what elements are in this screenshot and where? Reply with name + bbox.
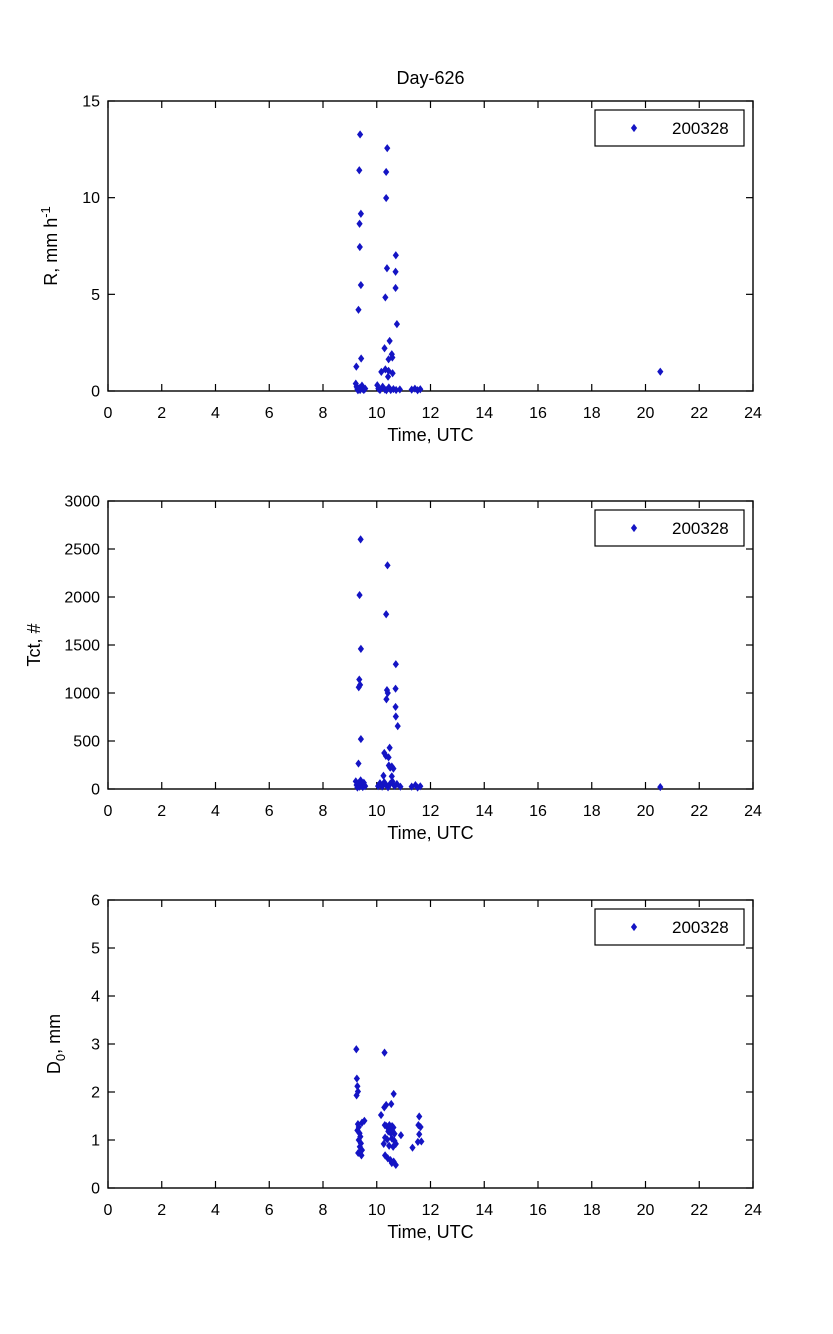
y-tick-label: 1000: [64, 685, 100, 703]
x-tick-label: 10: [367, 1202, 386, 1219]
legend-label: 200328: [672, 918, 729, 937]
x-tick-label: 4: [211, 1202, 220, 1219]
y-axis-label: [24, 623, 44, 666]
x-tick-label: 0: [103, 405, 113, 422]
x-tick-label: 10: [367, 405, 386, 422]
y-tick-label: 1500: [64, 637, 100, 655]
x-tick-label: 8: [318, 1202, 328, 1219]
chart-title: Day-626: [396, 68, 465, 88]
x-tick-label: 24: [744, 405, 762, 422]
x-tick-label: 24: [744, 803, 762, 820]
y-tick-label: 0: [91, 383, 100, 401]
x-axis-label: Time, UTC: [387, 823, 474, 843]
x-tick-label: 20: [636, 803, 655, 820]
y-tick-label: 6: [91, 892, 100, 910]
y-tick-label: 3000: [64, 493, 100, 511]
x-tick-label: 20: [636, 405, 655, 422]
x-tick-label: 4: [211, 405, 220, 422]
x-tick-label: 0: [103, 803, 113, 820]
legend: [595, 909, 744, 945]
x-tick-label: 18: [582, 1202, 601, 1219]
x-tick-label: 6: [264, 405, 274, 422]
x-tick-label: 12: [421, 405, 440, 422]
y-tick-label: 0: [91, 781, 100, 799]
x-tick-label: 22: [690, 1202, 709, 1219]
x-tick-label: 0: [103, 1202, 113, 1219]
x-tick-label: 6: [264, 803, 274, 820]
x-tick-label: 16: [529, 1202, 547, 1219]
x-tick-label: 16: [529, 803, 547, 820]
y-axis-label-segment: -1: [38, 206, 53, 218]
x-tick-label: 6: [264, 1202, 274, 1219]
legend: [595, 110, 744, 146]
x-tick-label: 14: [475, 405, 494, 422]
x-axis-label: Time, UTC: [387, 425, 474, 445]
y-axis-label-segment: Tct, #: [24, 623, 44, 667]
x-tick-label: 2: [157, 803, 167, 820]
x-tick-label: 10: [367, 803, 386, 820]
x-tick-label: 24: [744, 1202, 762, 1219]
y-tick-label: 4: [91, 988, 100, 1006]
y-tick-label: 2: [91, 1084, 100, 1102]
x-tick-label: 8: [318, 405, 328, 422]
y-axis-label-segment: R, mm h: [41, 217, 61, 286]
x-tick-label: 22: [690, 405, 709, 422]
x-tick-label: 18: [582, 803, 601, 820]
y-tick-label: 1: [91, 1132, 100, 1150]
y-tick-label: 15: [82, 93, 100, 111]
y-tick-label: 5: [91, 940, 100, 958]
y-tick-label: 0: [91, 1180, 100, 1198]
x-tick-label: 2: [157, 1202, 167, 1219]
y-tick-label: 500: [73, 733, 100, 751]
x-tick-label: 8: [318, 803, 328, 820]
x-tick-label: 2: [157, 405, 167, 422]
y-tick-label: 2000: [64, 589, 100, 607]
y-axis-label: [38, 206, 61, 286]
x-tick-label: 14: [475, 1202, 494, 1219]
y-axis-label-segment: 0: [53, 1053, 68, 1062]
y-tick-label: 5: [91, 286, 100, 304]
x-tick-label: 14: [475, 803, 494, 820]
x-tick-label: 18: [582, 405, 601, 422]
x-tick-label: 16: [529, 405, 547, 422]
x-axis-label: Time, UTC: [387, 1222, 474, 1242]
legend: [595, 510, 744, 546]
x-tick-label: 12: [421, 1202, 440, 1219]
x-tick-label: 20: [636, 1202, 655, 1219]
x-tick-label: 12: [421, 803, 440, 820]
y-axis-label-segment: , mm: [44, 1013, 64, 1054]
y-tick-label: 3: [91, 1036, 100, 1054]
legend-label: 200328: [672, 119, 729, 138]
x-tick-label: 4: [211, 803, 220, 820]
y-axis-label-segment: D: [44, 1061, 64, 1075]
legend-label: 200328: [672, 519, 729, 538]
x-tick-label: 22: [690, 803, 709, 820]
y-tick-label: 10: [82, 190, 100, 208]
y-tick-label: 2500: [64, 541, 100, 559]
